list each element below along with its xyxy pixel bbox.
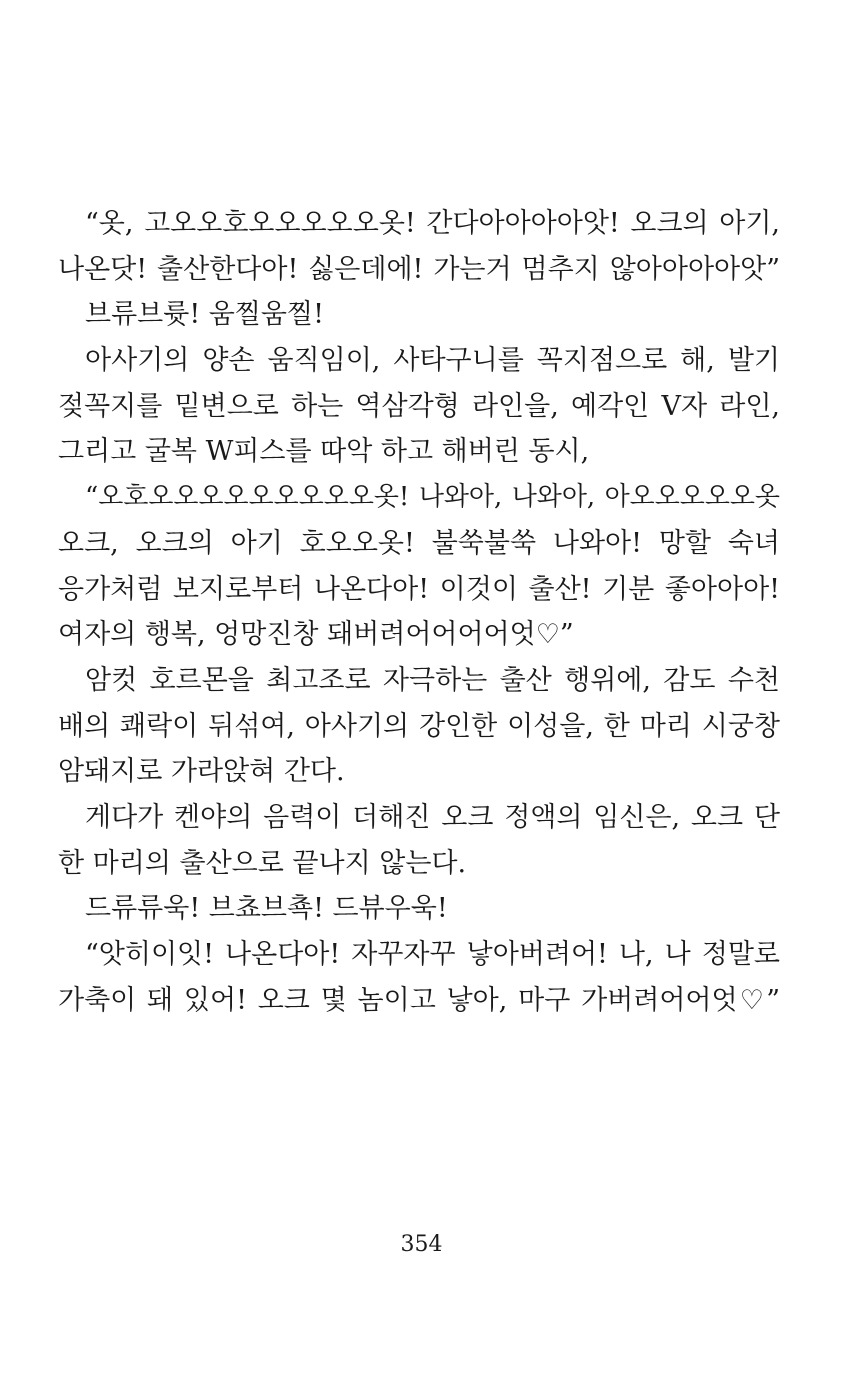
text-line: 드류류욱! 브쵸브쵹! 드뷰우욱!	[85, 893, 448, 925]
text-line: 오크, 오크의 아기 호오오옷! 불쑥불쑥 나와아! 망할 숙녀	[58, 527, 780, 559]
text-line: 그리고 굴복 W피스를 따악 하고 해버린 동시,	[58, 436, 590, 468]
text-line: 암돼지로 가라앉혀 간다.	[58, 756, 345, 788]
text-line: 여자의 행복, 엉망진창 돼버려어어어어엇♡”	[58, 619, 574, 651]
text-line: 게다가 켄야의 음력이 더해진 오크 정액의 임신은, 오크 단	[85, 801, 780, 833]
text-line: 나온닷! 출산한다아! 싫은데에! 가는거 멈추지 않아아아아앗”	[58, 253, 780, 285]
text-line: 한 마리의 출산으로 끝나지 않는다.	[58, 847, 467, 879]
text-line: 아사기의 양손 움직임이, 사타구니를 꼭지점으로 해, 발기	[85, 345, 780, 377]
text-line: 브류브륫! 움찔움찔!	[85, 299, 324, 331]
text-line: 암컷 호르몬을 최고조로 자극하는 출산 행위에, 감도 수천	[85, 664, 780, 696]
page-number: 354	[400, 1232, 443, 1257]
body-text	[58, 201, 780, 1023]
text-line: 배의 쾌락이 뒤섞여, 아사기의 강인한 이성을, 한 마리 시궁창	[58, 710, 780, 742]
text-line: 응가처럼 보지로부터 나온다아! 이것이 출산! 기분 좋아아아!	[58, 573, 780, 605]
text-line: “오호오오오오오오오오오옷! 나와아, 나와아, 아오오오오오옷	[85, 482, 780, 513]
text-line: 가축이 돼 있어! 오크 몇 놈이고 낳아, 마구 가버려어어엇♡”	[58, 984, 780, 1016]
text-line: 젖꼭지를 밑변으로 하는 역삼각형 라인을, 예각인 V자 라인,	[58, 390, 780, 422]
text-line: “옷, 고오오호오오오오오옷! 간다아아아아앗! 오크의 아기,	[85, 208, 780, 239]
text-line: “앗히이잇! 나온다아! 자꾸자꾸 낳아버려어! 나, 나 정말로	[85, 939, 780, 970]
